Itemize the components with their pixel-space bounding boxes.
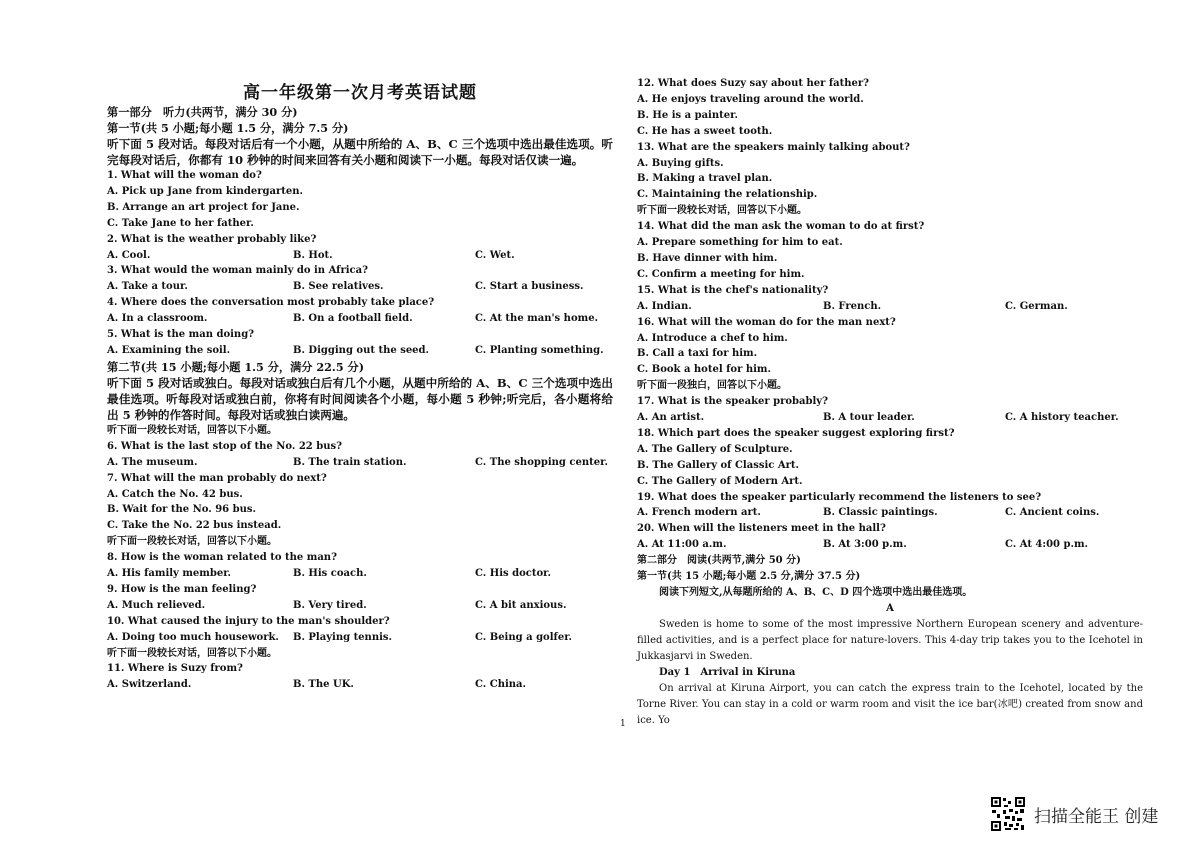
option: B. Have dinner with him. bbox=[637, 252, 778, 264]
option: A. He enjoys traveling around the world. bbox=[637, 93, 864, 105]
options-row bbox=[107, 677, 613, 693]
passage-paragraph: Sweden is home to some of the most impressive Northern European scenery and adventure-filled activities, and is a perfect place for nature-lovers. This 4-day trip takes you to the Icehotel in Jukkasjarvi in Sweden. bbox=[637, 618, 1143, 662]
option: C. Take Jane to her father. bbox=[107, 217, 254, 229]
option: B. The UK. bbox=[293, 679, 354, 691]
option: B. Arrange an art project for Jane. bbox=[107, 201, 300, 213]
option: C. Confirm a meeting for him. bbox=[637, 268, 805, 280]
right-column bbox=[637, 76, 1143, 729]
left-column bbox=[107, 104, 613, 693]
option: C. At the man's home. bbox=[475, 313, 599, 325]
option: C. Maintaining the relationship. bbox=[637, 189, 818, 201]
option: B. The Gallery of Classic Art. bbox=[637, 459, 799, 471]
option: C. A history teacher. bbox=[1005, 412, 1119, 424]
option: A. Take a tour. bbox=[107, 281, 188, 293]
option: B. On a football field. bbox=[293, 313, 413, 325]
option: B. Hot. bbox=[293, 249, 333, 261]
question-19: 19. What does the speaker particularly recommend the listeners to see? bbox=[637, 491, 1042, 503]
question-11: 11. Where is Suzy from? bbox=[107, 663, 243, 675]
section1-instructions: 听下面 5 段对话。每段对话后有一个小题，从题中所给的 A、B、C 三个选项中选出最佳选项。听完每段对话后，你都有 10 秒钟的时间来回答有关小题和阅读下一小题。每段对话仅读一遍。 bbox=[107, 137, 613, 167]
question-15: 15. What is the chef's nationality? bbox=[637, 284, 829, 296]
options-row bbox=[637, 537, 1143, 553]
question-14: 14. What did the man ask the woman to do at first? bbox=[637, 221, 925, 233]
question-7: 7. What will the man probably do next? bbox=[107, 472, 327, 484]
option: B. He is a painter. bbox=[637, 109, 738, 121]
option: A. Doing too much housework. bbox=[107, 631, 279, 643]
dialogue-intro: 听下面一段较长对话，回答以下小题。 bbox=[107, 424, 277, 436]
option: A. The museum. bbox=[107, 456, 198, 468]
option: C. Start a business. bbox=[475, 281, 584, 293]
page-number: 1 bbox=[620, 719, 626, 729]
option: B. His coach. bbox=[293, 568, 367, 580]
question-4: 4. Where does the conversation most probably take place? bbox=[107, 297, 435, 309]
section1-heading: 第一节(共 5 小题;每小题 1.5 分，满分 7.5 分) bbox=[107, 121, 349, 135]
question-12: 12. What does Suzy say about her father? bbox=[637, 78, 870, 89]
option: A. Examining the soil. bbox=[107, 344, 231, 356]
options-row bbox=[107, 248, 613, 264]
question-10: 10. What caused the injury to the man's shoulder? bbox=[107, 615, 390, 627]
options-row bbox=[107, 598, 613, 614]
question-1: 1. What will the woman do? bbox=[107, 170, 262, 181]
option: C. At 4:00 p.m. bbox=[1005, 539, 1089, 551]
option: B. Very tired. bbox=[293, 599, 367, 611]
option: C. Take the No. 22 bus instead. bbox=[107, 520, 282, 532]
dialogue-intro: 听下面一段较长对话，回答以下小题。 bbox=[107, 647, 277, 659]
option: C. Being a golfer. bbox=[475, 631, 573, 643]
options-row bbox=[107, 279, 613, 295]
option: C. Book a hotel for him. bbox=[637, 364, 771, 376]
option: A. Prepare something for him to eat. bbox=[637, 237, 843, 249]
option: B. A tour leader. bbox=[823, 412, 915, 424]
question-8: 8. How is the woman related to the man? bbox=[107, 552, 337, 564]
option: C. He has a sweet tooth. bbox=[637, 125, 773, 137]
question-18: 18. Which part does the speaker suggest exploring first? bbox=[637, 427, 955, 439]
option: A. Buying gifts. bbox=[637, 157, 724, 169]
option: A. His family member. bbox=[107, 568, 232, 580]
dialogue-intro: 听下面一段较长对话，回答以下小题。 bbox=[107, 536, 277, 548]
question-9: 9. How is the man feeling? bbox=[107, 583, 257, 595]
passage-paragraph: On arrival at Kiruna Airport, you can catch the express train to the Icehotel, located by the Torne River. You can stay in a cold or warm room and visit the ice bar(冰吧) created from snow and ice. Yo bbox=[637, 682, 1143, 726]
options-row bbox=[107, 343, 613, 359]
scanner-brand-label: 扫描全能王 创建 bbox=[1034, 806, 1159, 827]
option: C. A bit anxious. bbox=[475, 599, 567, 611]
option: C. The shopping center. bbox=[475, 456, 608, 468]
part1-heading: 第一部分 听力(共两节，满分 30 分) bbox=[107, 105, 298, 119]
qr-code-icon bbox=[990, 796, 1026, 832]
option: A. At 11:00 a.m. bbox=[637, 539, 727, 551]
option: B. Classic paintings. bbox=[823, 507, 938, 519]
option: A. Switzerland. bbox=[107, 679, 192, 691]
options-row bbox=[637, 505, 1143, 521]
option: A. Cool. bbox=[107, 249, 151, 261]
question-3: 3. What would the woman mainly do in Africa? bbox=[107, 265, 368, 277]
option: C. Planting something. bbox=[475, 344, 604, 356]
page-title: 高一年级第一次月考英语试题 bbox=[243, 83, 477, 103]
question-17: 17. What is the speaker probably? bbox=[637, 396, 828, 408]
section2-heading: 第二节(共 15 小题;每小题 1.5 分，满分 22.5 分) bbox=[107, 359, 364, 374]
section3-instructions: 阅读下列短文,从每题所给的 A、B、C、D 四个选项中选出最佳选项。 bbox=[659, 587, 973, 598]
option: C. Wet. bbox=[475, 249, 515, 261]
option: A. Pick up Jane from kindergarten. bbox=[107, 185, 304, 197]
question-16: 16. What will the woman do for the man next? bbox=[637, 316, 896, 328]
options-row bbox=[107, 566, 613, 582]
dialogue-intro: 听下面一段较长对话，回答以下小题。 bbox=[637, 205, 807, 217]
option: C. His doctor. bbox=[475, 568, 551, 580]
option: B. Call a taxi for him. bbox=[637, 348, 758, 360]
option: B. See relatives. bbox=[293, 281, 384, 293]
section2-instructions: 听下面 5 段对话或独白。每段对话或独白后有几个小题，从题中所给的 A、B、C 三个选项中选出最佳选项。听每段对话或独白前，你将有时间阅读各个小题，每小题 5 秒钟;听完后，各小题将给出 5 秒钟的作答时间。每段对话或独白读两遍。 bbox=[107, 375, 613, 422]
options-row bbox=[637, 410, 1143, 426]
option: B. Making a travel plan. bbox=[637, 173, 773, 185]
option: C. The Gallery of Modern Art. bbox=[637, 475, 803, 487]
option: B. The train station. bbox=[293, 456, 407, 468]
question-5: 5. What is the man doing? bbox=[107, 329, 255, 341]
option: B. Playing tennis. bbox=[293, 631, 392, 643]
option: C. China. bbox=[475, 679, 527, 691]
passage-label: A bbox=[886, 602, 894, 614]
question-13: 13. What are the speakers mainly talking about? bbox=[637, 141, 910, 153]
option: B. Digging out the seed. bbox=[293, 344, 430, 356]
options-row bbox=[107, 630, 613, 646]
option: A. An artist. bbox=[637, 412, 705, 424]
section3-heading: 第一节(共 15 小题;每小题 2.5 分,满分 37.5 分) bbox=[637, 571, 861, 583]
option: A. Catch the No. 42 bus. bbox=[107, 488, 243, 500]
option: C. Ancient coins. bbox=[1005, 507, 1100, 519]
question-2: 2. What is the weather probably like? bbox=[107, 233, 317, 245]
option: C. German. bbox=[1005, 300, 1068, 312]
option: A. In a classroom. bbox=[107, 313, 208, 325]
option: A. The Gallery of Sculpture. bbox=[637, 443, 793, 455]
scanner-watermark bbox=[990, 796, 1158, 832]
day-heading: Day 1 Arrival in Kiruna bbox=[659, 666, 796, 678]
question-6: 6. What is the last stop of the No. 22 bus? bbox=[107, 440, 342, 452]
option: A. Much relieved. bbox=[107, 599, 206, 611]
option: B. Wait for the No. 96 bus. bbox=[107, 504, 256, 516]
options-row bbox=[637, 299, 1143, 315]
option: A. Introduce a chef to him. bbox=[637, 332, 788, 344]
options-row bbox=[107, 311, 613, 327]
question-20: 20. When will the listeners meet in the hall? bbox=[637, 523, 886, 535]
option: A. French modern art. bbox=[637, 507, 761, 519]
option: B. At 3:00 p.m. bbox=[823, 539, 907, 551]
options-row bbox=[107, 455, 613, 471]
option: B. French. bbox=[823, 300, 882, 312]
option: A. Indian. bbox=[637, 300, 692, 312]
monologue-intro: 听下面一段独白，回答以下小题。 bbox=[637, 380, 787, 392]
part2-heading: 第二部分 阅读(共两节,满分 50 分) bbox=[637, 555, 801, 567]
